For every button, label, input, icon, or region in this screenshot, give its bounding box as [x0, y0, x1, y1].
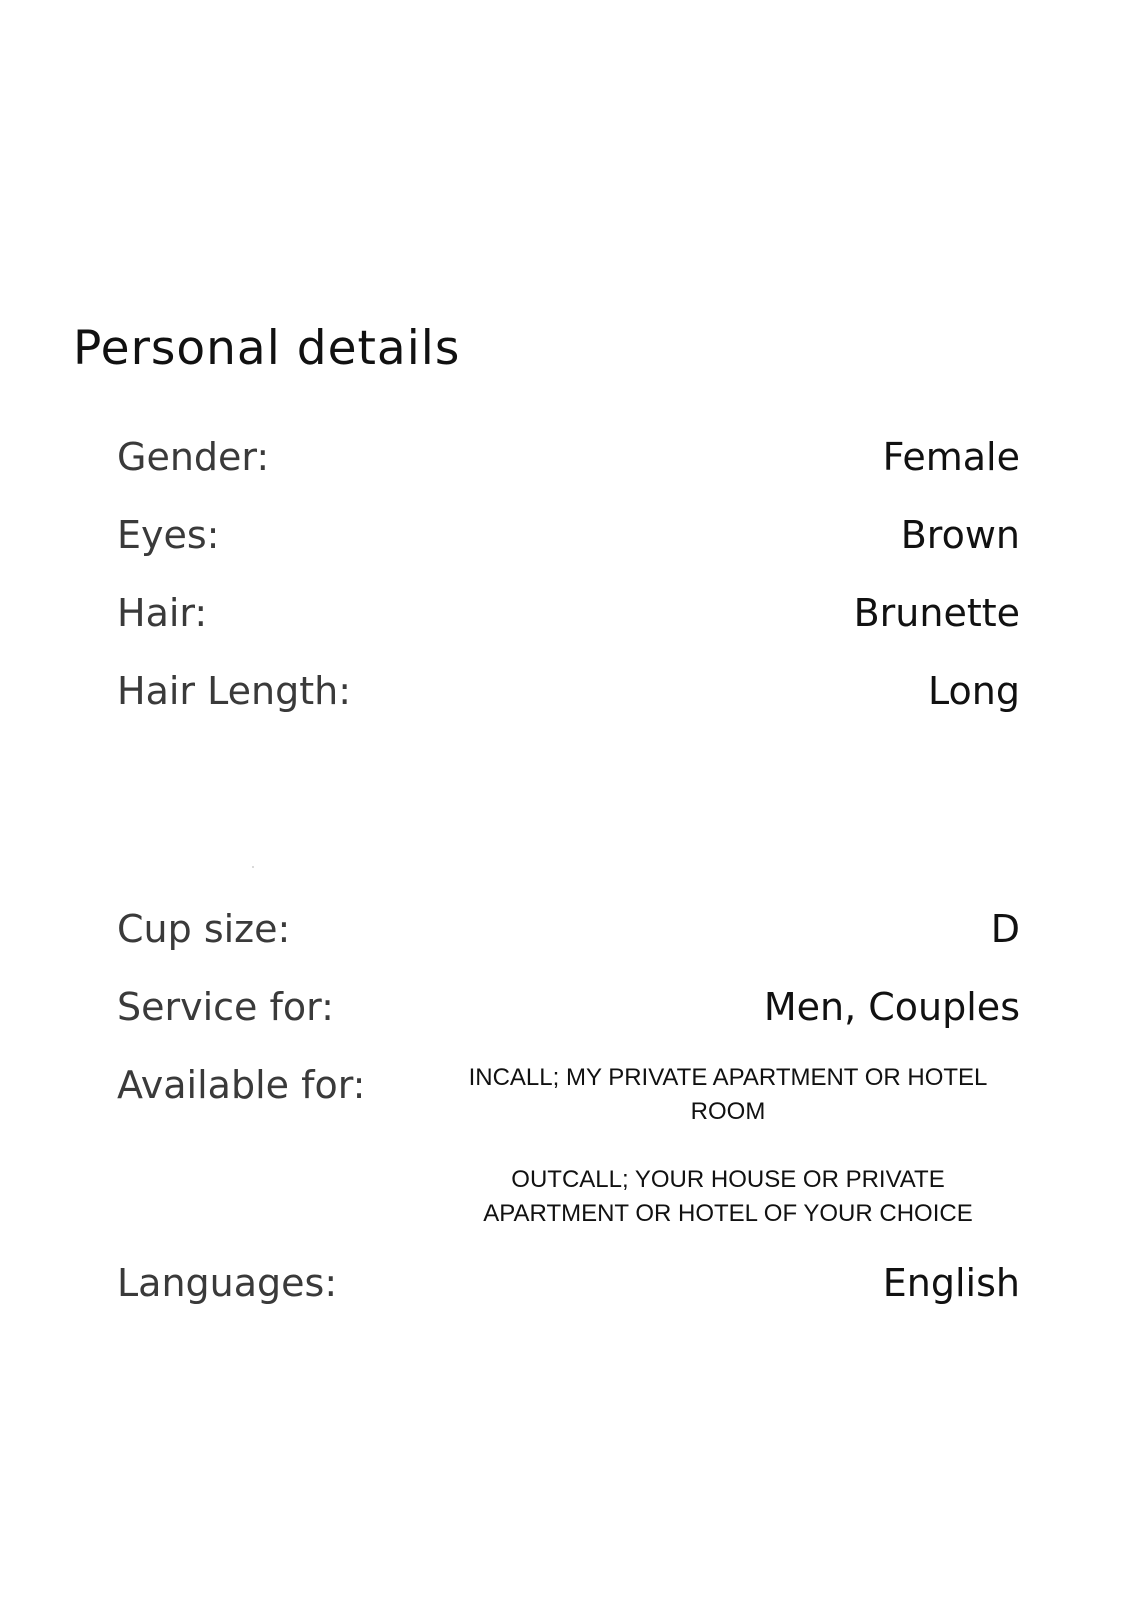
cup-size-label: Cup size: [117, 907, 291, 951]
hair-length-label: Hair Length: [117, 669, 351, 713]
eyes-value: Brown [900, 513, 1020, 557]
service-for-value: Men, Couples [763, 985, 1020, 1029]
languages-label: Languages: [117, 1261, 338, 1305]
service-for-label: Service for: [117, 985, 334, 1029]
hair-length-value: Long [928, 669, 1020, 713]
available-for-label: Available for: [117, 1063, 366, 1107]
section-title: Personal details [73, 321, 461, 376]
eyes-label: Eyes: [117, 513, 220, 557]
languages-value: English [882, 1261, 1020, 1305]
gender-value: Female [882, 435, 1020, 479]
hair-label: Hair: [117, 591, 208, 635]
cup-size-value: D [990, 907, 1020, 951]
available-for-incall: INCALL; MY PRIVATE APARTMENT OR HOTEL ROOM [468, 1064, 988, 1125]
hair-value: Brunette [853, 591, 1020, 635]
gender-label: Gender: [117, 435, 270, 479]
available-for-outcall: OUTCALL; YOUR HOUSE OR PRIVATE APARTMENT OR HOTEL OF YOUR CHOICE [483, 1166, 973, 1227]
stray-speck [252, 866, 254, 868]
